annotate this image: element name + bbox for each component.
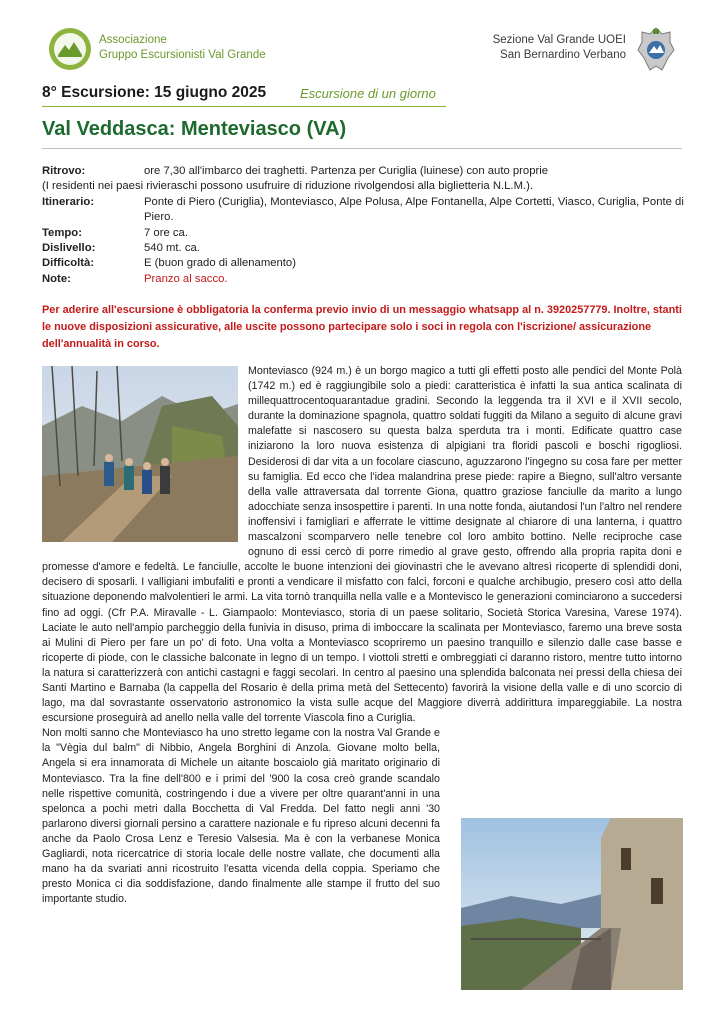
body-text <box>42 364 682 907</box>
tempo-value: 7 ore ca. <box>144 226 188 239</box>
section-line-1: Sezione Val Grande UOEI <box>492 34 626 46</box>
story-paragraph-2: Non molti sanno che Monteviasco ha uno stretto legame con la nostra Val Grande e la "Vègia dul balm" di Nibbio, Angela Borghini di Anzola. Giovane molto bella, Angela si era innamorata di Michele un aitante boscaiolo già maritato originario di Monteviasco. Tra la fine dell'800 e i primi del '900 la cosa creò grande scandalo nelle rispettive comunità, costringendo i due a vivere per oltre quarant'anni in una spelonca a pochi metri dalla Bocchetta di Val Fredda. Del fatto negli anni '30 parlarono diversi giornali persino a carattere nazionale e fu ripreso alcuni decenni fa anche da Paolo Crosa Lenz e Teresio Valsesia. Ma è con la verbanese Monica Gagliardi, nota ricercatrice di storia locale delle nostre vallate, che documenti alla mano ha da svariati anni ricostruito l'esatta vicenda della coppia. Speriamo che presto Monica ci dia soddisfazione, dando finalmente alle stampe il frutto del suo importante studio. <box>42 727 440 906</box>
section-line-2: San Bernardino Verbano <box>500 49 626 61</box>
section-name <box>493 33 626 63</box>
info-difficolta <box>42 256 692 271</box>
info-ritrovo <box>42 164 692 179</box>
note-label: Note: <box>42 272 71 285</box>
excursion-title: Val Veddasca: Menteviasco (VA) <box>42 118 347 140</box>
excursion-info <box>42 164 692 287</box>
whatsapp-warning: Per aderire all'escursione è obbligatoria la conferma previo invio di un messaggio whatsapp al n. 3920257779. Inoltre, stanti le nuove disposizioni assicurative, alle uscite possono partecipare solo i soci in regola con l'iscrizione/ assicurazione dell'annualità in corso. <box>42 304 682 350</box>
difficolta-label: Difficoltà: <box>42 257 95 270</box>
itinerario-label: Itinerario: <box>42 195 95 208</box>
association-logo-icon <box>48 27 92 71</box>
association-line-2: Gruppo Escursionisti Val Grande <box>99 49 266 61</box>
association-line-1: Associazione <box>99 34 167 46</box>
info-note <box>42 272 692 287</box>
itinerario-value: Ponte di Piero (Curiglia), Monteviasco, Alpe Polusa, Alpe Fontanella, Alpe Cortetti, Viasco, Curiglia, Ponte di Piero. <box>144 195 684 224</box>
header-divider <box>42 106 446 107</box>
ritrovo-value: ore 7,30 all'imbarco dei traghetti. Partenza per Curiglia (luinese) con auto proprie <box>144 165 549 177</box>
excursion-type: Escursione di un giorno <box>300 86 436 101</box>
excursion-number-date: 8° Escursione: 15 giugno 2025 <box>42 84 267 101</box>
ritrovo-label: Ritrovo: <box>42 165 86 177</box>
photo1-spacer <box>42 364 248 548</box>
difficolta-value: E (buon grado di allenamento) <box>144 257 296 270</box>
note-value: Pranzo al sacco. <box>144 272 228 285</box>
info-itinerario <box>42 195 692 226</box>
page-header <box>0 0 722 80</box>
ritrovo-note: (I residenti nei paesi rivieraschi possono usufruire di riduzione rivolgendosi alla biglietteria N.L.M.). <box>42 180 534 193</box>
uoei-emblem-icon <box>636 26 676 74</box>
tempo-label: Tempo: <box>42 226 82 239</box>
title-divider <box>42 148 682 149</box>
photo2-spacer <box>446 730 682 896</box>
info-tempo <box>42 226 692 241</box>
story-paragraph-1: Monteviasco (924 m.) è un borgo magico a tutti gli effetti posto alle pendici del Monte Polà (1742 m.) ed è raggiungibile solo a piedi: caratteristica è infatti la sua antica scalinata di millequattrocentoquarantadue gradini. Secondo la leggenda tra il XVI e il XVII secolo, durante la dominazione spagnola, quattro soldati fuggiti da Milano a seguito di alcune gravi malefatte si nascosero su questa balza sperduta tra i monti. Edificate quattro case iniziarono la loro nuova esistenza di alpigiani tra floridi pascoli e boschi rigogliosi. Desiderosi di dar vita a un focolare ciascuno, aguzzarono l'ingegno su cosa fare per metter su famiglia. Ed ecco che l'idea malandrina prese piede: rapire a Biegno, sull'altro versante della valle attraversata dal torrente Giona, quattro graziose fanciulle da marito a lungo adocchiate senza insospettire i parenti. In una notte fonda, aiutandosi l'un l'altro nel rendere inoffensivi i famigliari e afferrate le vittime designate al chiarore di una lanterna, i quattro mascalzoni scomparvero nelle tenebre col loro ambito bottino. Nelle reciproche case ognuno di essi cercò di porre rimedio al grave gesto, offrendo alla propria rapita doni e promesse d'amore e fedeltà. Le fanciulle, accolte le buone intenzioni dei giovinastri che le avevano altresì ricoperte di splendidi doni, decisero di sposarli. I valligiani imbufaliti e pronti a vendicare il misfatto con falci, forconi e qualche archibugio, presero così atto della situazione deponendo malvolentieri le armi. La vita tornò tranquilla nella valle e a Montevisco le generazioni cominciarono a succedersi fino ad oggi. (Cfr P.A. Miravalle - L. Giampaolo: Monteviasco, storia di un paese solitario, Società Storica Varesina, Varese 1974). Laciate le auto nell'ampio parcheggio della funivia in disuso, prima di imboccare la scalinata per Monteviasco, faremo una breve sosta ai Mulini di Piero per fare un po' di foto. Una volta a Monteviasco scopriremo un paesino tranquillo e silenzio dalle case basse e ricoperte di piode, con le classiche balconate in legno di un tempo. I viottoli stretti e ombreggiati ci daranno ristoro, mentre tutto intorno la natura si caratterizzerà con antichi castagni e faggi secolari. In centro al paesino una splendida balconata nei pressi della chiesa dei Santi Martino e Barnaba (la cappella del Rosario è della prima metà del Settecento) favorirà la visione della valle e di uno scorcio di lago, ma dal sovrastante osservatorio astronomico la vista sulle acque del Maggiore diverrà addirittura impareggiabile. La nostra escursione proseguirà ad anello nella valle del torrente Viascola fino a Curiglia. <box>42 365 682 725</box>
association-name <box>99 33 266 63</box>
dislivello-label: Dislivello: <box>42 242 96 255</box>
info-dislivello <box>42 241 692 256</box>
dislivello-value: 540 mt. ca. <box>144 242 200 255</box>
